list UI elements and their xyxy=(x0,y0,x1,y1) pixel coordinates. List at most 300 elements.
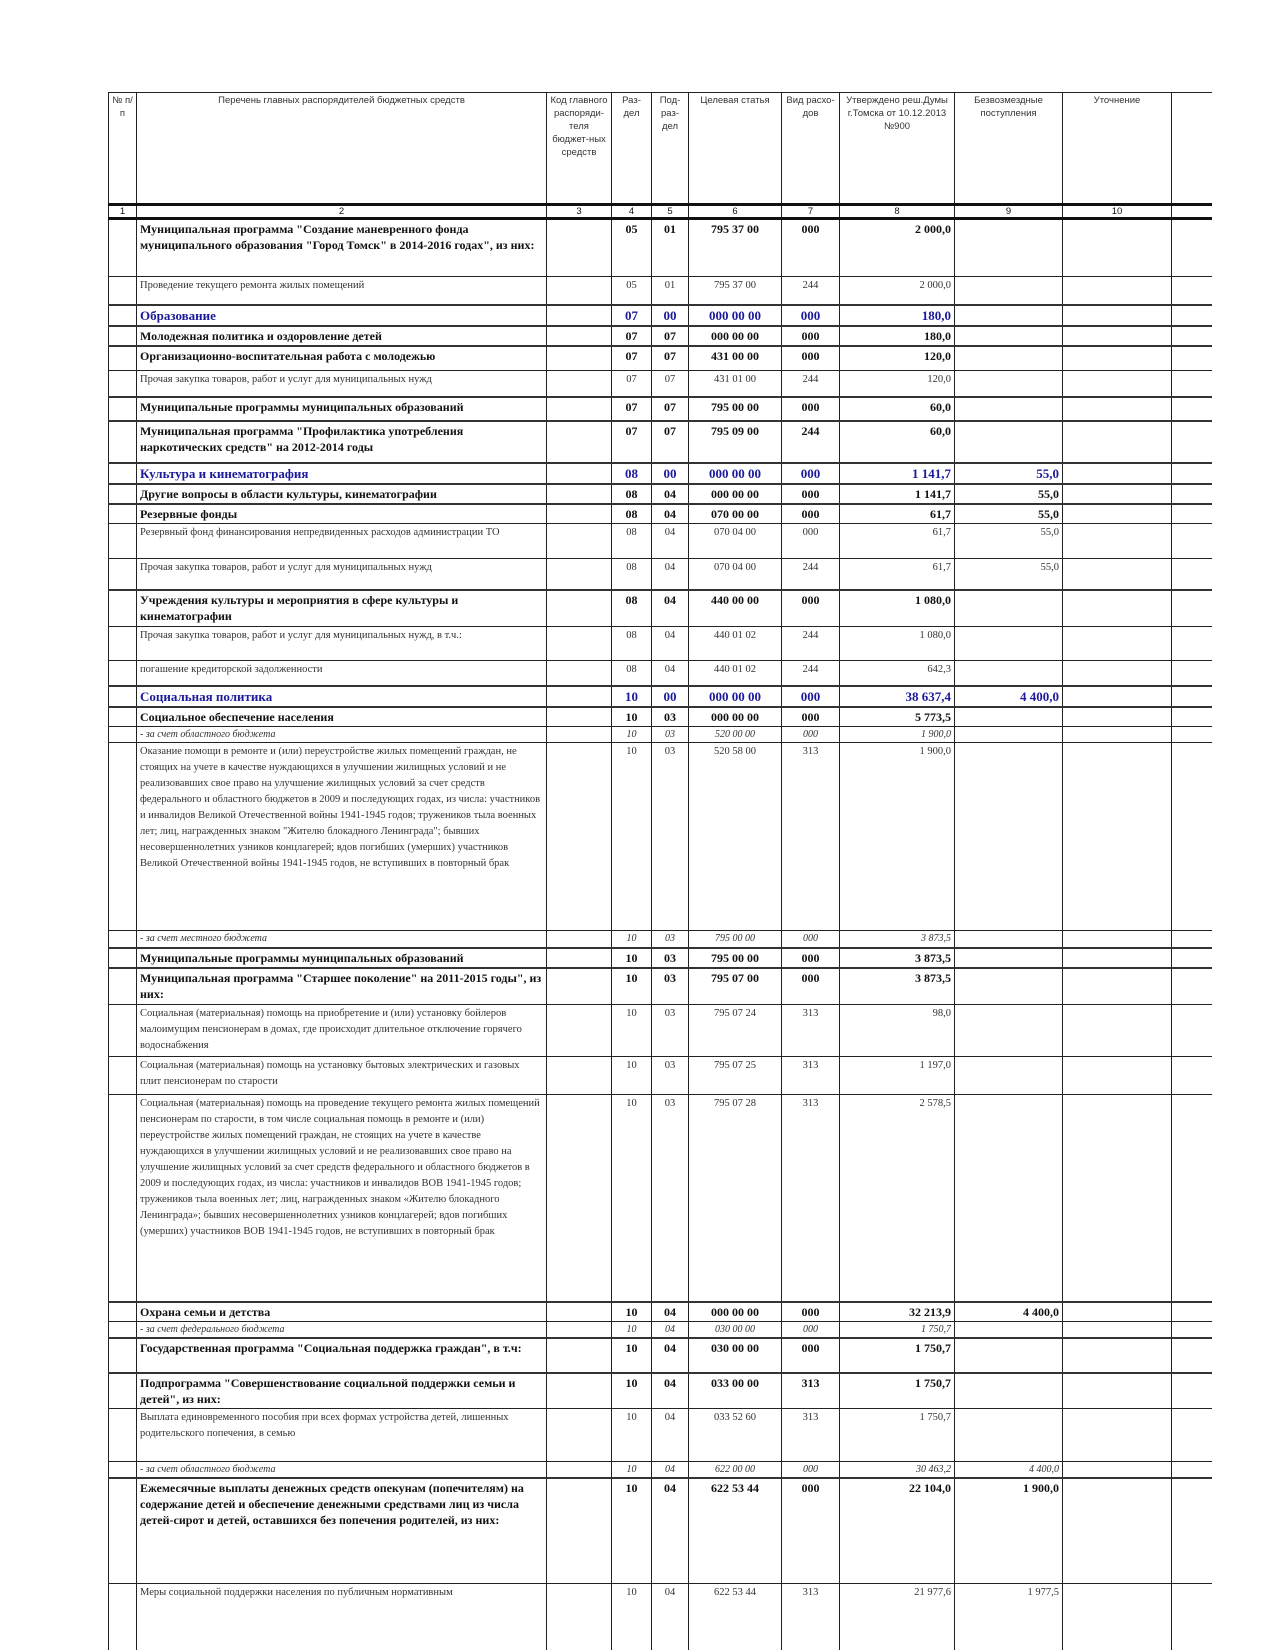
header-razdel: Раз-дел xyxy=(612,93,652,205)
cell-approved: 1 900,0 xyxy=(840,743,955,931)
cell-razdel: 10 xyxy=(612,1408,652,1461)
cell-name: Муниципальные программы муниципальных образований xyxy=(137,397,547,421)
cell-extra xyxy=(1172,397,1213,421)
cell-name: Резервный фонд финансирования непредвиденных расходов администрации ТО xyxy=(137,523,547,558)
cell-target: 000 00 00 xyxy=(689,305,782,326)
cell-num xyxy=(109,1302,137,1322)
cell-name: Молодежная политика и оздоровление детей xyxy=(137,326,547,346)
cell-num xyxy=(109,1373,137,1409)
cell-clarification xyxy=(1063,948,1172,968)
cell-target: 030 00 00 xyxy=(689,1321,782,1338)
cell-extra xyxy=(1172,707,1213,727)
table-row xyxy=(109,1095,1213,1302)
header-row xyxy=(109,93,1213,205)
cell-code xyxy=(547,1095,612,1302)
cell-razdel: 08 xyxy=(612,660,652,686)
cell-razdel: 10 xyxy=(612,968,652,1005)
cell-podrazdel: 04 xyxy=(652,660,689,686)
cell-code xyxy=(547,523,612,558)
cell-vid: 000 xyxy=(782,931,840,948)
cell-podrazdel: 03 xyxy=(652,968,689,1005)
cell-podrazdel: 07 xyxy=(652,346,689,371)
cell-num xyxy=(109,931,137,948)
cell-extra xyxy=(1172,371,1213,397)
cell-vid: 000 xyxy=(782,1338,840,1373)
cell-name: Организационно-воспитательная работа с молодежью xyxy=(137,346,547,371)
cell-name: Муниципальная программа "Создание маневренного фонда муниципального образования "Город Томск" в 2014-2016 годах", из них: xyxy=(137,219,547,277)
cell-clarification xyxy=(1063,727,1172,743)
cell-target: 431 00 00 xyxy=(689,346,782,371)
cell-razdel: 10 xyxy=(612,1338,652,1373)
cell-name: Охрана семьи и детства xyxy=(137,1302,547,1322)
cell-approved: 120,0 xyxy=(840,346,955,371)
cell-name: Меры социальной поддержки населения по публичным нормативным xyxy=(137,1583,547,1650)
cell-approved: 30 463,2 xyxy=(840,1461,955,1478)
cell-grants: 1 977,5 xyxy=(955,1583,1063,1650)
cell-razdel: 10 xyxy=(612,686,652,707)
cell-code xyxy=(547,326,612,346)
cell-name: Другие вопросы в области культуры, кинематографии xyxy=(137,484,547,504)
budget-table xyxy=(108,92,1212,1650)
cell-grants xyxy=(955,707,1063,727)
cell-num xyxy=(109,590,137,626)
cell-grants xyxy=(955,397,1063,421)
cell-approved: 1 080,0 xyxy=(840,626,955,660)
cell-vid: 313 xyxy=(782,1408,840,1461)
table-row xyxy=(109,590,1213,626)
cell-code xyxy=(547,727,612,743)
cell-name: Выплата единовременного пособия при всех формах устройства детей, лишенных родительского попечения, в семью xyxy=(137,1408,547,1461)
cell-clarification xyxy=(1063,1057,1172,1095)
cell-grants xyxy=(955,1057,1063,1095)
cell-name: Прочая закупка товаров, работ и услуг для муниципальных нужд, в т.ч.: xyxy=(137,626,547,660)
table-row xyxy=(109,626,1213,660)
cell-target: 795 07 25 xyxy=(689,1057,782,1095)
cell-grants xyxy=(955,1408,1063,1461)
cell-extra xyxy=(1172,523,1213,558)
cell-code xyxy=(547,1005,612,1057)
cell-approved: 61,7 xyxy=(840,523,955,558)
cell-name: Культура и кинематография xyxy=(137,463,547,484)
cell-num xyxy=(109,743,137,931)
cell-num xyxy=(109,371,137,397)
cell-vid: 000 xyxy=(782,590,840,626)
cell-podrazdel: 03 xyxy=(652,1057,689,1095)
header-extra xyxy=(1172,93,1213,205)
cell-vid: 000 xyxy=(782,504,840,524)
table-row xyxy=(109,686,1213,707)
cell-name: - за счет федерального бюджета xyxy=(137,1321,547,1338)
cell-num xyxy=(109,558,137,590)
table-row xyxy=(109,660,1213,686)
cell-razdel: 10 xyxy=(612,1302,652,1322)
column-number: 6 xyxy=(689,205,782,219)
cell-clarification xyxy=(1063,626,1172,660)
cell-approved: 2 578,5 xyxy=(840,1095,955,1302)
cell-podrazdel: 00 xyxy=(652,686,689,707)
cell-grants xyxy=(955,590,1063,626)
cell-extra xyxy=(1172,727,1213,743)
cell-name: Социальная (материальная) помощь на приобретение и (или) установку бойлеров малоимущим пенсионерам в домах, где происходит длительное отключение горячего водоснабжения xyxy=(137,1005,547,1057)
cell-razdel: 10 xyxy=(612,743,652,931)
cell-approved: 5 773,5 xyxy=(840,707,955,727)
cell-approved: 1 750,7 xyxy=(840,1338,955,1373)
cell-razdel: 07 xyxy=(612,326,652,346)
cell-code xyxy=(547,484,612,504)
cell-target: 431 01 00 xyxy=(689,371,782,397)
cell-num xyxy=(109,1057,137,1095)
cell-code xyxy=(547,463,612,484)
header-num: № п/п xyxy=(109,93,137,205)
cell-extra xyxy=(1172,1373,1213,1409)
table-row xyxy=(109,1302,1213,1322)
cell-razdel: 07 xyxy=(612,371,652,397)
table-row xyxy=(109,1005,1213,1057)
cell-extra xyxy=(1172,686,1213,707)
cell-vid: 000 xyxy=(782,1302,840,1322)
cell-vid: 313 xyxy=(782,1057,840,1095)
cell-clarification xyxy=(1063,1302,1172,1322)
cell-vid: 313 xyxy=(782,1583,840,1650)
cell-podrazdel: 03 xyxy=(652,707,689,727)
cell-podrazdel: 07 xyxy=(652,326,689,346)
cell-podrazdel: 07 xyxy=(652,371,689,397)
cell-grants: 4 400,0 xyxy=(955,1302,1063,1322)
cell-grants xyxy=(955,371,1063,397)
cell-clarification xyxy=(1063,1338,1172,1373)
cell-num xyxy=(109,1583,137,1650)
cell-grants: 1 900,0 xyxy=(955,1478,1063,1583)
cell-vid: 244 xyxy=(782,558,840,590)
header-code: Код главного распоряди-теля бюджет-ных средств xyxy=(547,93,612,205)
cell-code xyxy=(547,397,612,421)
cell-target: 622 00 00 xyxy=(689,1461,782,1478)
cell-name: Социальная (материальная) помощь на установку бытовых электрических и газовых плит пенсионерам по старости xyxy=(137,1057,547,1095)
cell-target: 033 52 60 xyxy=(689,1408,782,1461)
cell-approved: 1 080,0 xyxy=(840,590,955,626)
cell-razdel: 10 xyxy=(612,727,652,743)
cell-code xyxy=(547,1321,612,1338)
cell-name: Муниципальная программа "Профилактика употребления наркотических средств" на 2012-2014 годы xyxy=(137,421,547,463)
cell-razdel: 05 xyxy=(612,219,652,277)
cell-code xyxy=(547,948,612,968)
table-row xyxy=(109,371,1213,397)
cell-target: 000 00 00 xyxy=(689,326,782,346)
cell-num xyxy=(109,1408,137,1461)
cell-razdel: 08 xyxy=(612,504,652,524)
cell-name: - за счет областного бюджета xyxy=(137,1461,547,1478)
cell-razdel: 10 xyxy=(612,1321,652,1338)
cell-podrazdel: 04 xyxy=(652,504,689,524)
cell-grants: 4 400,0 xyxy=(955,686,1063,707)
cell-approved: 61,7 xyxy=(840,558,955,590)
cell-podrazdel: 07 xyxy=(652,397,689,421)
cell-approved: 61,7 xyxy=(840,504,955,524)
cell-name: - за счет областного бюджета xyxy=(137,727,547,743)
cell-podrazdel: 01 xyxy=(652,219,689,277)
cell-extra xyxy=(1172,1338,1213,1373)
cell-clarification xyxy=(1063,326,1172,346)
cell-code xyxy=(547,686,612,707)
cell-code xyxy=(547,707,612,727)
cell-grants xyxy=(955,626,1063,660)
header-clarification: Уточнение xyxy=(1063,93,1172,205)
cell-approved: 2 000,0 xyxy=(840,219,955,277)
cell-clarification xyxy=(1063,686,1172,707)
cell-name: Проведение текущего ремонта жилых помещений xyxy=(137,277,547,305)
cell-code xyxy=(547,1478,612,1583)
cell-approved: 98,0 xyxy=(840,1005,955,1057)
cell-grants xyxy=(955,948,1063,968)
cell-extra xyxy=(1172,305,1213,326)
cell-extra xyxy=(1172,968,1213,1005)
cell-clarification xyxy=(1063,660,1172,686)
cell-extra xyxy=(1172,931,1213,948)
cell-extra xyxy=(1172,1583,1213,1650)
table-row xyxy=(109,968,1213,1005)
column-number: 2 xyxy=(137,205,547,219)
cell-podrazdel: 04 xyxy=(652,1338,689,1373)
table-row xyxy=(109,326,1213,346)
table-row xyxy=(109,1321,1213,1338)
cell-clarification xyxy=(1063,707,1172,727)
cell-vid: 000 xyxy=(782,397,840,421)
cell-extra xyxy=(1172,219,1213,277)
cell-vid: 000 xyxy=(782,707,840,727)
cell-extra xyxy=(1172,346,1213,371)
cell-name: Ежемесячные выплаты денежных средств опекунам (попечителям) на содержание детей и обеспечение денежными средствами лиц из числа детей-сирот и детей, оставшихся без попечения родителей, из них: xyxy=(137,1478,547,1583)
cell-razdel: 05 xyxy=(612,277,652,305)
cell-num xyxy=(109,397,137,421)
cell-num xyxy=(109,948,137,968)
cell-grants xyxy=(955,421,1063,463)
cell-clarification xyxy=(1063,1408,1172,1461)
cell-approved: 120,0 xyxy=(840,371,955,397)
cell-razdel: 10 xyxy=(612,948,652,968)
cell-grants xyxy=(955,1005,1063,1057)
cell-razdel: 10 xyxy=(612,1583,652,1650)
cell-num xyxy=(109,1338,137,1373)
cell-target: 795 37 00 xyxy=(689,219,782,277)
table-row xyxy=(109,1373,1213,1409)
cell-podrazdel: 00 xyxy=(652,463,689,484)
cell-name: Учреждения культуры и мероприятия в сфере культуры и кинематографии xyxy=(137,590,547,626)
cell-vid: 000 xyxy=(782,346,840,371)
cell-podrazdel: 04 xyxy=(652,1302,689,1322)
cell-extra xyxy=(1172,1095,1213,1302)
header-approved: Утверждено реш.Думы г.Томска от 10.12.2013 №900 xyxy=(840,93,955,205)
cell-vid: 000 xyxy=(782,948,840,968)
cell-grants xyxy=(955,1095,1063,1302)
cell-approved: 60,0 xyxy=(840,421,955,463)
cell-target: 622 53 44 xyxy=(689,1478,782,1583)
cell-target: 795 09 00 xyxy=(689,421,782,463)
cell-clarification xyxy=(1063,421,1172,463)
cell-target: 520 00 00 xyxy=(689,727,782,743)
cell-target: 795 07 24 xyxy=(689,1005,782,1057)
cell-num xyxy=(109,686,137,707)
cell-approved: 1 750,7 xyxy=(840,1373,955,1409)
cell-code xyxy=(547,277,612,305)
cell-grants: 55,0 xyxy=(955,463,1063,484)
table-row xyxy=(109,1461,1213,1478)
cell-num xyxy=(109,346,137,371)
cell-num xyxy=(109,463,137,484)
cell-target: 070 00 00 xyxy=(689,504,782,524)
cell-code xyxy=(547,421,612,463)
cell-code xyxy=(547,219,612,277)
cell-num xyxy=(109,1005,137,1057)
table-row xyxy=(109,1478,1213,1583)
cell-target: 622 53 44 xyxy=(689,1583,782,1650)
cell-podrazdel: 04 xyxy=(652,590,689,626)
cell-podrazdel: 04 xyxy=(652,484,689,504)
cell-target: 000 00 00 xyxy=(689,707,782,727)
cell-extra xyxy=(1172,1302,1213,1322)
cell-extra xyxy=(1172,558,1213,590)
cell-name: Прочая закупка товаров, работ и услуг для муниципальных нужд xyxy=(137,371,547,397)
cell-name: - за счет местного бюджета xyxy=(137,931,547,948)
cell-podrazdel: 03 xyxy=(652,1005,689,1057)
cell-num xyxy=(109,1478,137,1583)
cell-podrazdel: 03 xyxy=(652,948,689,968)
header-podrazdel: Под-раз-дел xyxy=(652,93,689,205)
cell-clarification xyxy=(1063,590,1172,626)
cell-podrazdel: 00 xyxy=(652,305,689,326)
cell-grants xyxy=(955,1321,1063,1338)
cell-vid: 313 xyxy=(782,1095,840,1302)
cell-approved: 1 750,7 xyxy=(840,1408,955,1461)
cell-num xyxy=(109,660,137,686)
cell-clarification xyxy=(1063,1095,1172,1302)
cell-name: погашение кредиторской задолженности xyxy=(137,660,547,686)
cell-razdel: 10 xyxy=(612,1478,652,1583)
cell-approved: 1 900,0 xyxy=(840,727,955,743)
cell-name: Государственная программа "Социальная поддержка граждан", в т.ч: xyxy=(137,1338,547,1373)
cell-razdel: 08 xyxy=(612,463,652,484)
budget-table-page xyxy=(108,92,1212,1650)
cell-razdel: 07 xyxy=(612,346,652,371)
table-row xyxy=(109,1583,1213,1650)
cell-razdel: 08 xyxy=(612,484,652,504)
cell-grants: 55,0 xyxy=(955,504,1063,524)
header-target: Целевая статья xyxy=(689,93,782,205)
cell-code xyxy=(547,1057,612,1095)
cell-clarification xyxy=(1063,1461,1172,1478)
cell-code xyxy=(547,305,612,326)
cell-target: 440 00 00 xyxy=(689,590,782,626)
cell-clarification xyxy=(1063,1005,1172,1057)
cell-target: 070 04 00 xyxy=(689,523,782,558)
cell-name: Оказание помощи в ремонте и (или) переустройстве жилых помещений граждан, не стоящих на учете в качестве нуждающихся в улучшении жилищных условий и не реализовавших свое право на улучшение жилищных условий за счет средств федерального и областного бюджетов в 2009 и последующих годах, из числа: участников и инвалидов Великой Отечественной войны 1941-1945 годов; тружеников тыла военных лет; лиц, награжденных знаком "Жителю блокадного Ленинграда"; бывших несовершеннолетних узников концлагерей; вдов погибших (умерших) участников Великой Отечественной войны 1941-1945 годов, не вступивших в повторный брак xyxy=(137,743,547,931)
cell-code xyxy=(547,931,612,948)
cell-clarification xyxy=(1063,968,1172,1005)
cell-name: Резервные фонды xyxy=(137,504,547,524)
cell-extra xyxy=(1172,948,1213,968)
cell-approved: 3 873,5 xyxy=(840,968,955,1005)
cell-extra xyxy=(1172,421,1213,463)
cell-extra xyxy=(1172,1478,1213,1583)
cell-razdel: 10 xyxy=(612,1005,652,1057)
cell-razdel: 10 xyxy=(612,1461,652,1478)
cell-extra xyxy=(1172,463,1213,484)
cell-num xyxy=(109,968,137,1005)
cell-approved: 642,3 xyxy=(840,660,955,686)
cell-name: Социальная политика xyxy=(137,686,547,707)
cell-vid: 000 xyxy=(782,1478,840,1583)
cell-razdel: 08 xyxy=(612,558,652,590)
cell-extra xyxy=(1172,504,1213,524)
cell-approved: 2 000,0 xyxy=(840,277,955,305)
cell-code xyxy=(547,1408,612,1461)
cell-vid: 000 xyxy=(782,968,840,1005)
cell-code xyxy=(547,1461,612,1478)
cell-podrazdel: 04 xyxy=(652,626,689,660)
column-number: 1 xyxy=(109,205,137,219)
cell-grants xyxy=(955,931,1063,948)
cell-approved: 22 104,0 xyxy=(840,1478,955,1583)
cell-approved: 21 977,6 xyxy=(840,1583,955,1650)
cell-razdel: 07 xyxy=(612,397,652,421)
cell-code xyxy=(547,590,612,626)
cell-extra xyxy=(1172,743,1213,931)
cell-approved: 1 750,7 xyxy=(840,1321,955,1338)
cell-vid: 313 xyxy=(782,743,840,931)
header-grants: Безвозмездные поступления xyxy=(955,93,1063,205)
cell-grants xyxy=(955,660,1063,686)
cell-podrazdel: 04 xyxy=(652,1408,689,1461)
cell-clarification xyxy=(1063,1373,1172,1409)
cell-grants xyxy=(955,1373,1063,1409)
cell-clarification xyxy=(1063,931,1172,948)
table-row xyxy=(109,523,1213,558)
cell-num xyxy=(109,326,137,346)
cell-podrazdel: 03 xyxy=(652,931,689,948)
cell-grants xyxy=(955,277,1063,305)
cell-vid: 313 xyxy=(782,1005,840,1057)
cell-approved: 180,0 xyxy=(840,326,955,346)
column-number: 7 xyxy=(782,205,840,219)
cell-approved: 3 873,5 xyxy=(840,948,955,968)
cell-code xyxy=(547,558,612,590)
cell-code xyxy=(547,1338,612,1373)
cell-razdel: 08 xyxy=(612,626,652,660)
column-number-row xyxy=(109,205,1213,219)
cell-razdel: 07 xyxy=(612,305,652,326)
cell-vid: 000 xyxy=(782,484,840,504)
cell-target: 030 00 00 xyxy=(689,1338,782,1373)
table-row xyxy=(109,346,1213,371)
cell-code xyxy=(547,504,612,524)
cell-podrazdel: 01 xyxy=(652,277,689,305)
table-row xyxy=(109,463,1213,484)
cell-code xyxy=(547,743,612,931)
cell-extra xyxy=(1172,1461,1213,1478)
cell-code xyxy=(547,660,612,686)
table-row xyxy=(109,277,1213,305)
cell-clarification xyxy=(1063,523,1172,558)
cell-vid: 000 xyxy=(782,523,840,558)
cell-extra xyxy=(1172,590,1213,626)
cell-vid: 313 xyxy=(782,1373,840,1409)
cell-approved: 38 637,4 xyxy=(840,686,955,707)
cell-clarification xyxy=(1063,219,1172,277)
cell-clarification xyxy=(1063,1321,1172,1338)
cell-grants xyxy=(955,743,1063,931)
cell-approved: 60,0 xyxy=(840,397,955,421)
cell-clarification xyxy=(1063,463,1172,484)
cell-code xyxy=(547,626,612,660)
